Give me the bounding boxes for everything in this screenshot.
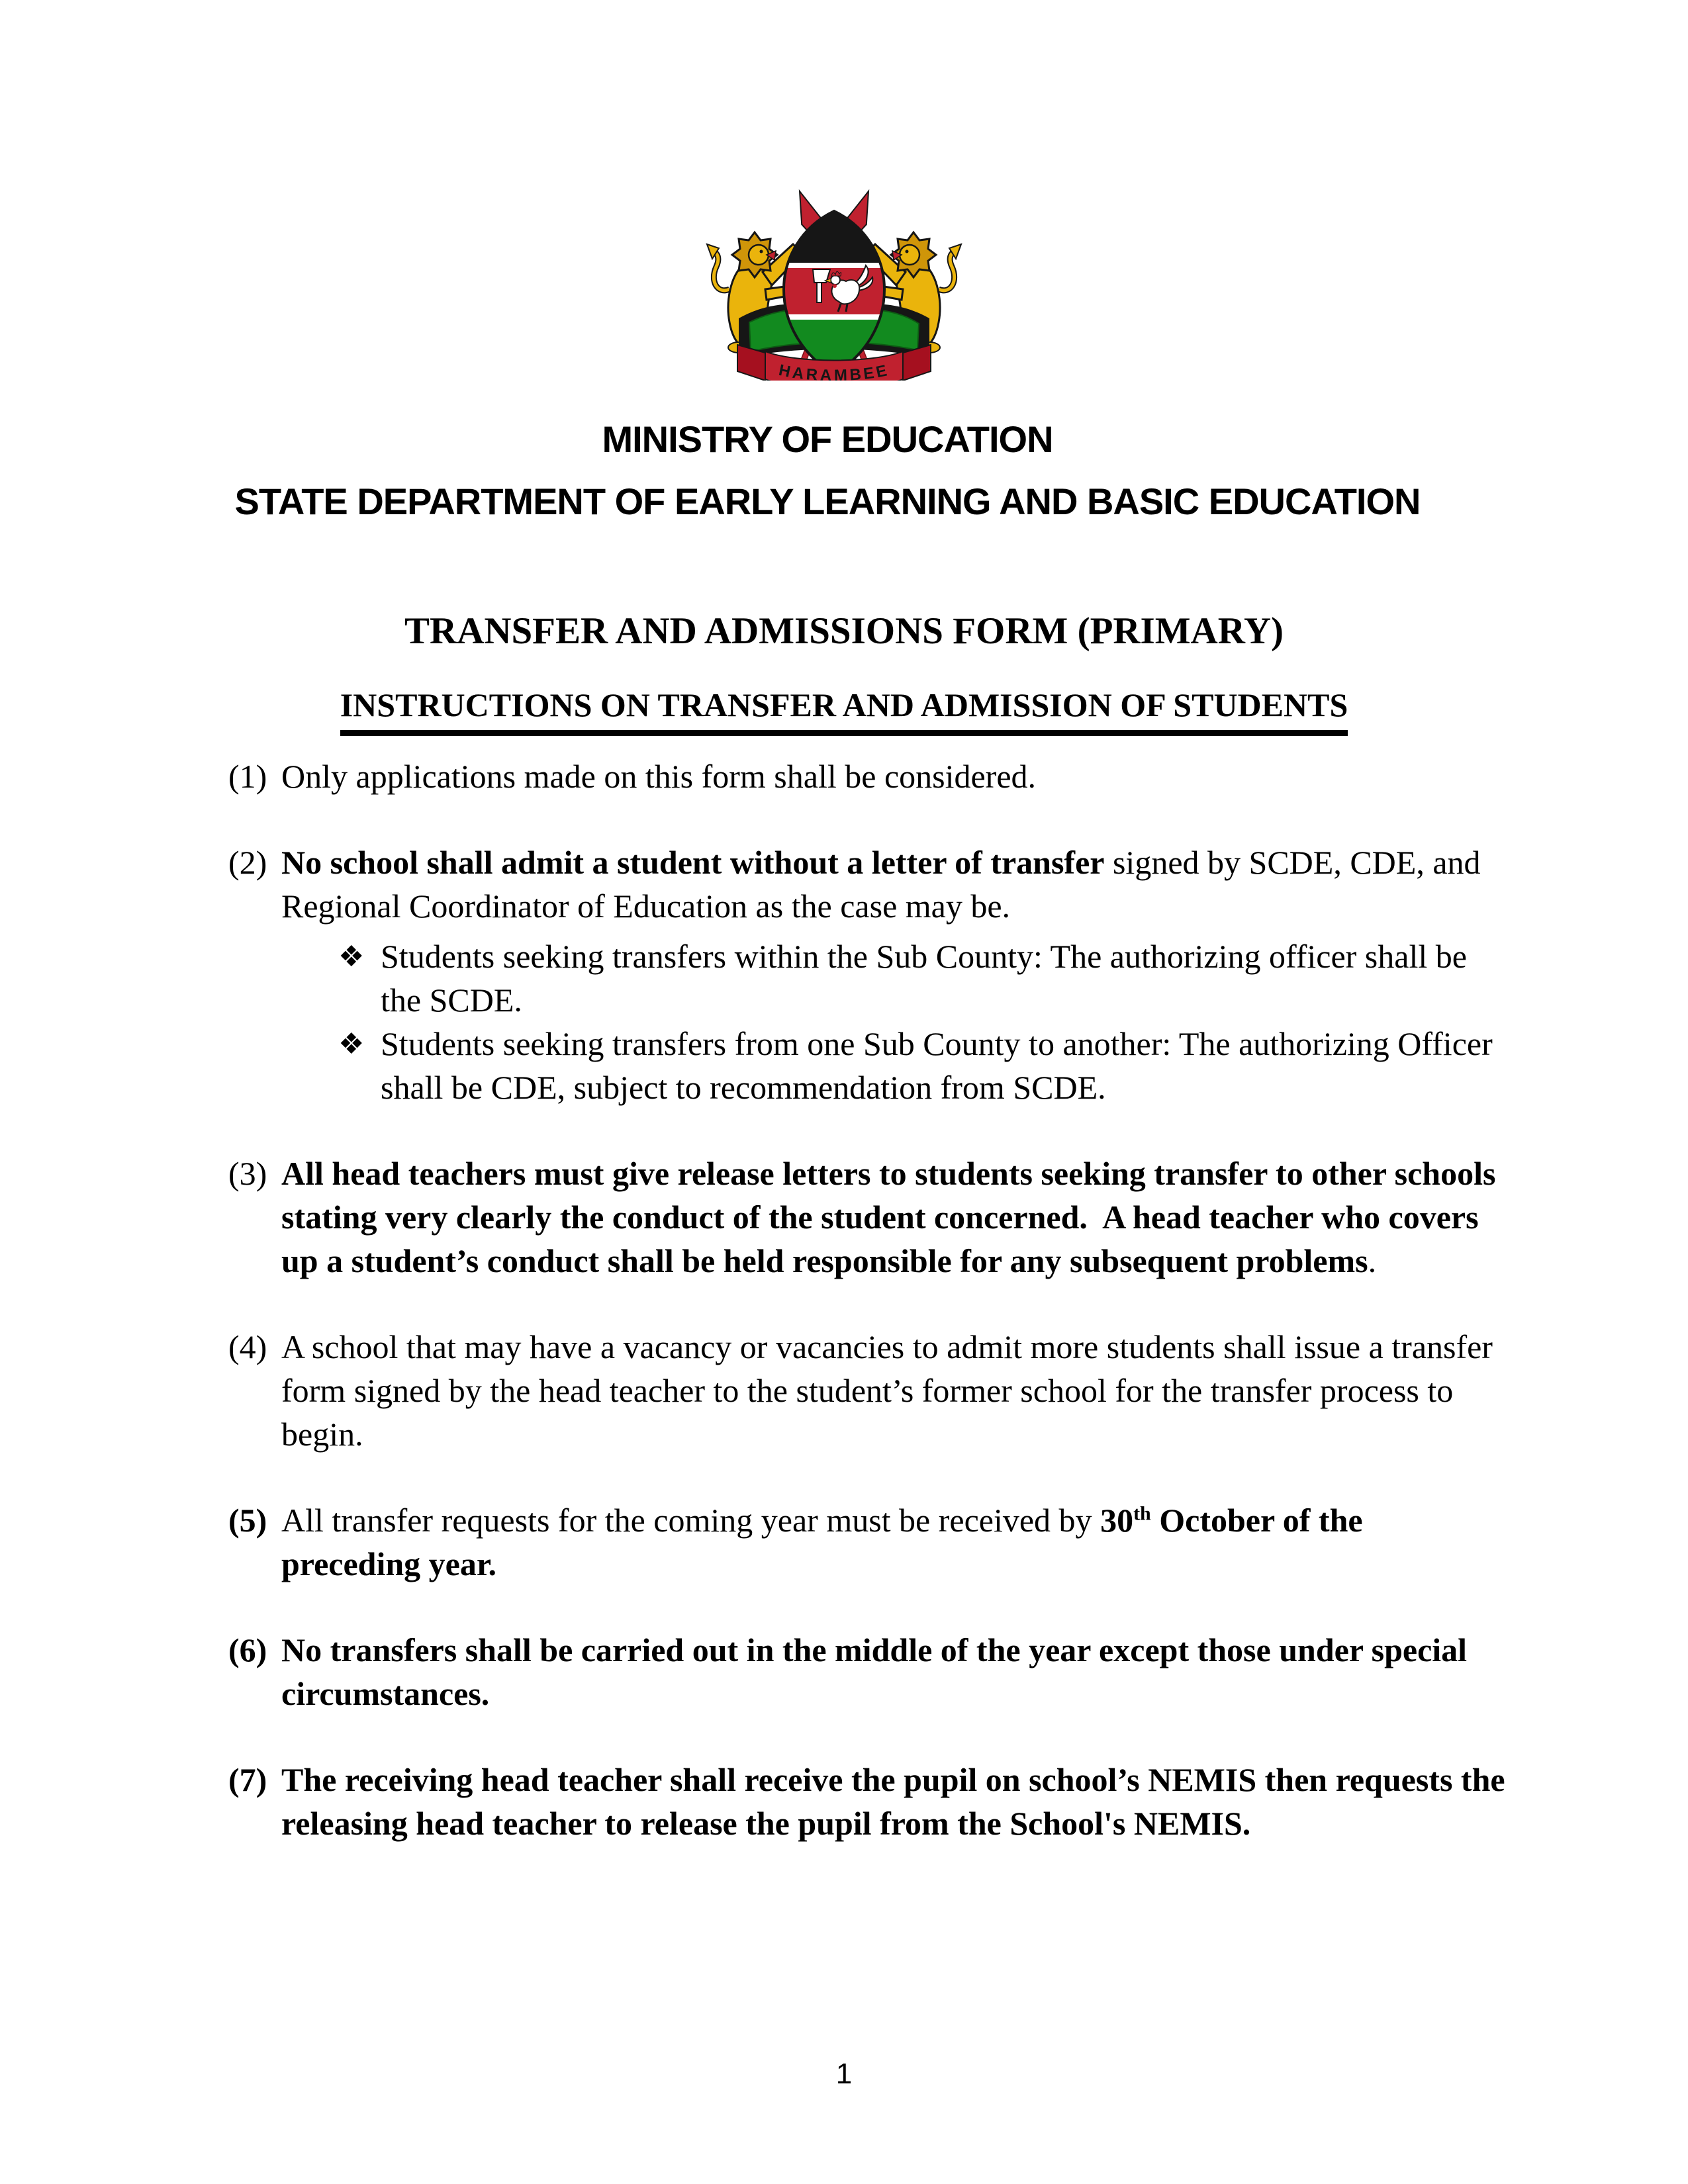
text-line: shall be CDE, subject to recommendation from SCDE. [381,1069,1106,1106]
instruction-item [228,1325,1493,1456]
text-line: circumstances. [281,1675,490,1712]
instructions-heading [0,686,1688,736]
text-line: Regional Coordinator of Education as the case may be. [281,887,1011,925]
item-body [281,1498,1483,1586]
diamond-bullet-icon: ❖ [338,940,365,974]
text-line: Students seeking transfers within the Sub County: The authorizing officer shall be [381,938,1467,975]
item-number: (1) [228,758,267,795]
text-line: All head teachers must give release letters to students seeking transfer to other schools [281,1155,1496,1192]
item-body [281,841,1493,1109]
page-number: 1 [835,2058,853,2090]
text-line: A school that may have a vacancy or vacancies to admit more students shall issue a transfer [281,1328,1493,1365]
instruction-item [228,754,1483,798]
item-body [281,1758,1505,1845]
item-number: (5) [228,1502,267,1539]
instructions-heading-text: INSTRUCTIONS ON TRANSFER AND ADMISSION OF STUDENTS [340,686,1348,736]
item-number: (3) [228,1155,267,1192]
ministry-heading: MINISTRY OF EDUCATION [602,418,1053,460]
instruction-item [228,1152,1496,1283]
text-line: No school shall admit a student without a letter of transfer signed by SCDE, CDE, and [281,844,1481,881]
text-line: up a student’s conduct shall be held responsible for any subsequent problems. [281,1242,1377,1279]
item-number: (6) [228,1631,267,1668]
item-number: (2) [228,844,267,881]
text-line: preceding year. [281,1545,496,1582]
item-body [281,1152,1496,1283]
bullet-list [281,934,1493,1109]
text-line: the SCDE. [381,981,522,1019]
bullet-item [338,934,1483,1022]
instruction-item [228,1628,1483,1715]
instruction-item [228,841,1493,1109]
text-line: All transfer requests for the coming year must be received by 30th October of the [281,1502,1363,1539]
text-line: begin. [281,1416,363,1453]
item-body [281,1325,1493,1456]
emblem-motto: HARAMBEE [776,361,892,381]
item-number: (4) [228,1328,267,1365]
item-body [281,754,1483,798]
instruction-item [228,1498,1483,1586]
text-line: The receiving head teacher shall receive the pupil on school’s NEMIS then requests the [281,1761,1505,1798]
kenya-coat-of-arms-icon [700,189,968,381]
department-heading: STATE DEPARTMENT OF EARLY LEARNING AND BASIC EDUCATION [234,480,1421,522]
item-body [281,1628,1483,1715]
item-number: (7) [228,1761,267,1798]
text-line: stating very clearly the conduct of the student concerned. A head teacher who covers [281,1199,1479,1236]
instruction-item [228,1758,1505,1845]
text-line: form signed by the head teacher to the student’s former school for the transfer process to [281,1372,1454,1409]
text-line: Students seeking transfers from one Sub County to another: The authorizing Officer [381,1025,1493,1062]
text-line: No transfers shall be carried out in the middle of the year except those under special [281,1631,1468,1668]
instruction-list [228,754,1505,1888]
bullet-item [338,1022,1493,1109]
diamond-bullet-icon: ❖ [338,1027,365,1061]
form-title: TRANSFER AND ADMISSIONS FORM (PRIMARY) [404,610,1284,652]
bullet-body [381,1022,1493,1109]
text-line: releasing head teacher to release the pupil from the School's NEMIS. [281,1805,1251,1842]
bullet-body [381,934,1483,1022]
text-line: Only applications made on this form shall be considered. [281,758,1037,795]
